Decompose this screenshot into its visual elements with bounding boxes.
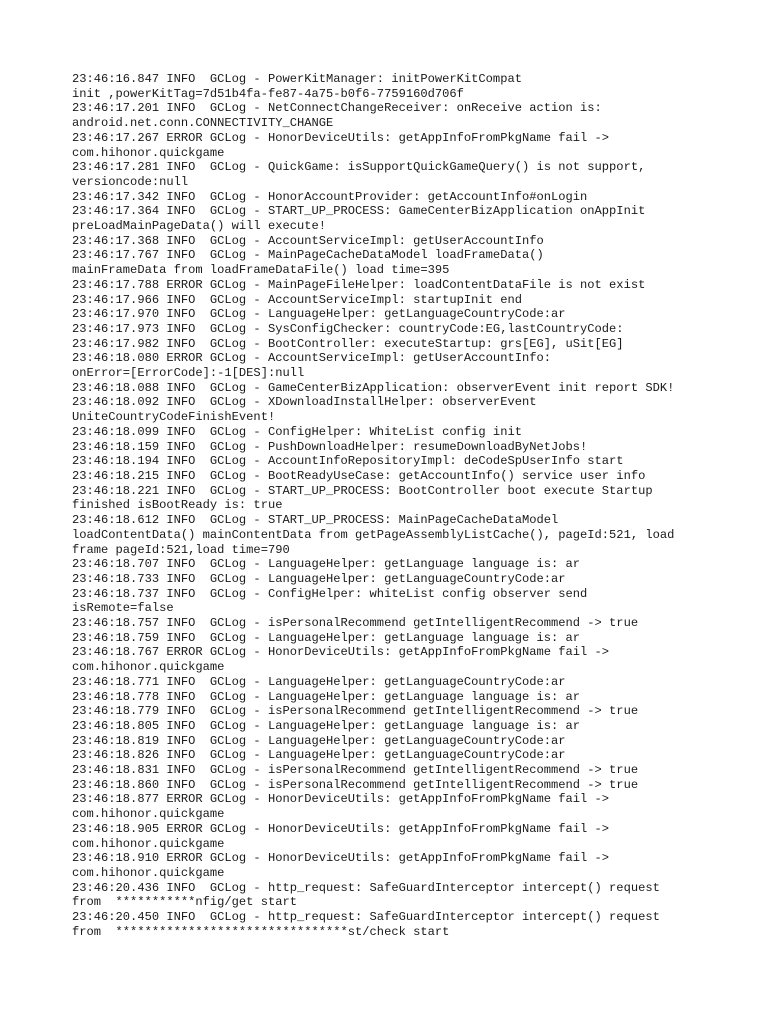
log-line: preLoadMainPageData() will execute!	[72, 219, 327, 234]
log-line: from ********************************st/check start	[72, 924, 450, 939]
log-line: 23:46:18.737 INFO GCLog - ConfigHelper: whiteList config observer send	[72, 586, 588, 601]
log-line: 23:46:18.910 ERROR GCLog - HonorDeviceUtils: getAppInfoFromPkgName fail ->	[72, 851, 610, 866]
log-line: 23:46:20.450 INFO GCLog - http_request: SafeGuardInterceptor intercept() request	[72, 910, 660, 925]
log-line: 23:46:18.877 ERROR GCLog - HonorDeviceUtils: getAppInfoFromPkgName fail ->	[72, 792, 610, 807]
log-line: 23:46:18.092 INFO GCLog - XDownloadInstallHelper: observerEvent	[72, 395, 537, 410]
log-line: 23:46:18.080 ERROR GCLog - AccountServiceImpl: getUserAccountInfo:	[72, 351, 551, 366]
log-line: 23:46:18.194 INFO GCLog - AccountInfoRepositoryImpl: deCodeSpUserInfo start	[72, 454, 624, 469]
log-line: 23:46:17.267 ERROR GCLog - HonorDeviceUtils: getAppInfoFromPkgName fail ->	[72, 130, 610, 145]
log-line: 23:46:18.733 INFO GCLog - LanguageHelper: getLanguageCountryCode:ar	[72, 571, 566, 586]
log-line: init ,powerKitTag=7d51b4fa-fe87-4a75-b0f6-7759160d706f	[72, 86, 464, 101]
log-line: 23:46:17.201 INFO GCLog - NetConnectChangeReceiver: onReceive action is:	[72, 101, 602, 116]
log-line: 23:46:17.970 INFO GCLog - LanguageHelper: getLanguageCountryCode:ar	[72, 307, 566, 322]
log-line: UniteCountryCodeFinishEvent!	[72, 410, 276, 425]
log-line: onError=[ErrorCode]:-1[DES]:null	[72, 366, 305, 381]
log-line: com.hihonor.quickgame	[72, 660, 225, 675]
log-line: from ***********nfig/get start	[72, 895, 297, 910]
log-line: android.net.conn.CONNECTIVITY_CHANGE	[72, 116, 334, 131]
log-line: com.hihonor.quickgame	[72, 836, 225, 851]
log-line: 23:46:18.707 INFO GCLog - LanguageHelper: getLanguage language is: ar	[72, 557, 581, 572]
log-line: 23:46:18.099 INFO GCLog - ConfigHelper: WhiteList config init	[72, 424, 522, 439]
log-line: mainFrameData from loadFrameDataFile() load time=395	[72, 263, 450, 278]
log-line: 23:46:18.860 INFO GCLog - isPersonalRecommend getIntelligentRecommend -> true	[72, 777, 639, 792]
log-line: finished isBootReady is: true	[72, 498, 283, 513]
log-document	[72, 72, 732, 939]
log-line: 23:46:17.342 INFO GCLog - HonorAccountProvider: getAccountInfo#onLogin	[72, 189, 588, 204]
log-line: loadContentData() mainContentData from getPageAssemblyListCache(), pageId:521, load	[72, 527, 675, 542]
log-line: 23:46:17.973 INFO GCLog - SysConfigChecker: countryCode:EG,lastCountryCode:	[72, 321, 624, 336]
log-line: com.hihonor.quickgame	[72, 807, 225, 822]
log-line: 23:46:17.767 INFO GCLog - MainPageCacheDataModel loadFrameData()	[72, 248, 544, 263]
log-line: 23:46:18.088 INFO GCLog - GameCenterBizApplication: observerEvent init report SDK!	[72, 380, 675, 395]
log-line: 23:46:18.826 INFO GCLog - LanguageHelper: getLanguageCountryCode:ar	[72, 748, 566, 763]
log-line: 23:46:16.847 INFO GCLog - PowerKitManager: initPowerKitCompat	[72, 72, 522, 86]
log-line: 23:46:18.778 INFO GCLog - LanguageHelper: getLanguage language is: ar	[72, 689, 581, 704]
log-line: 23:46:20.436 INFO GCLog - http_request: SafeGuardInterceptor intercept() request	[72, 880, 660, 895]
log-line: 23:46:18.759 INFO GCLog - LanguageHelper: getLanguage language is: ar	[72, 630, 581, 645]
log-line: frame pageId:521,load time=790	[72, 542, 290, 557]
log-line: 23:46:18.779 INFO GCLog - isPersonalRecommend getIntelligentRecommend -> true	[72, 704, 639, 719]
log-line: com.hihonor.quickgame	[72, 145, 225, 160]
log-line: 23:46:17.788 ERROR GCLog - MainPageFileHelper: loadContentDataFile is not exist	[72, 277, 646, 292]
log-line: versioncode:null	[72, 174, 189, 189]
log-line: 23:46:18.767 ERROR GCLog - HonorDeviceUtils: getAppInfoFromPkgName fail ->	[72, 645, 610, 660]
log-line: 23:46:18.819 INFO GCLog - LanguageHelper: getLanguageCountryCode:ar	[72, 733, 566, 748]
log-line: 23:46:18.805 INFO GCLog - LanguageHelper: getLanguage language is: ar	[72, 718, 581, 733]
log-line: 23:46:18.215 INFO GCLog - BootReadyUseCase: getAccountInfo() service user info	[72, 468, 646, 483]
log-line: 23:46:17.364 INFO GCLog - START_UP_PROCESS: GameCenterBizApplication onAppInit	[72, 204, 646, 219]
log-line: 23:46:17.368 INFO GCLog - AccountServiceImpl: getUserAccountInfo	[72, 233, 544, 248]
log-line: 23:46:18.612 INFO GCLog - START_UP_PROCESS: MainPageCacheDataModel	[72, 513, 559, 528]
log-line: 23:46:18.221 INFO GCLog - START_UP_PROCESS: BootController boot execute Startup	[72, 483, 653, 498]
log-line: isRemote=false	[72, 601, 174, 616]
log-line: 23:46:18.771 INFO GCLog - LanguageHelper: getLanguageCountryCode:ar	[72, 674, 566, 689]
log-line: 23:46:18.757 INFO GCLog - isPersonalRecommend getIntelligentRecommend -> true	[72, 616, 639, 631]
log-line: 23:46:17.982 INFO GCLog - BootController: executeStartup: grs[EG], uSit[EG]	[72, 336, 624, 351]
log-line: 23:46:18.905 ERROR GCLog - HonorDeviceUtils: getAppInfoFromPkgName fail ->	[72, 821, 610, 836]
log-line: 23:46:17.281 INFO GCLog - QuickGame: isSupportQuickGameQuery() is not support,	[72, 160, 646, 175]
log-line: 23:46:17.966 INFO GCLog - AccountServiceImpl: startupInit end	[72, 292, 522, 307]
log-line: 23:46:18.159 INFO GCLog - PushDownloadHelper: resumeDownloadByNetJobs!	[72, 439, 588, 454]
log-line: com.hihonor.quickgame	[72, 865, 225, 880]
log-line: 23:46:18.831 INFO GCLog - isPersonalRecommend getIntelligentRecommend -> true	[72, 763, 639, 778]
